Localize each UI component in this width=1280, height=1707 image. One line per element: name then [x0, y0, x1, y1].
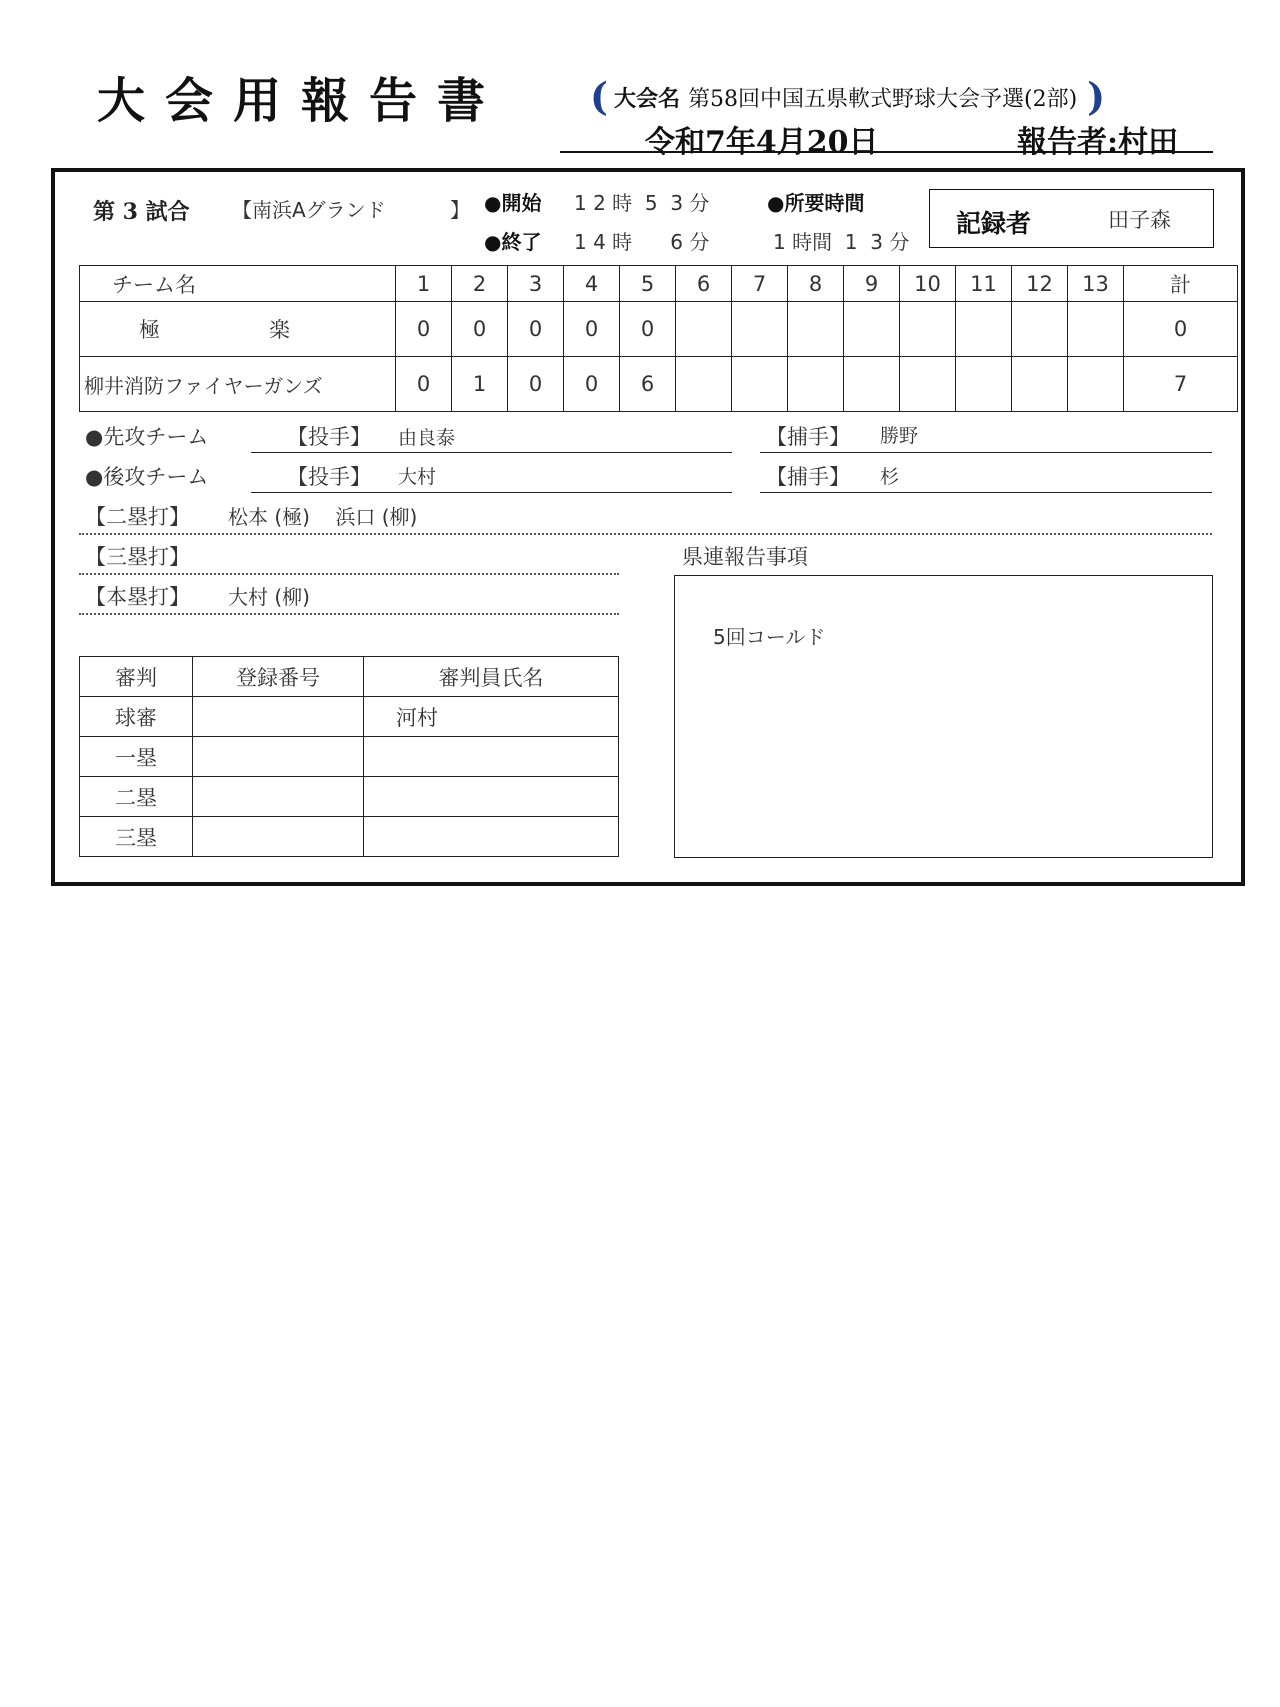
score-cell: 0 — [564, 302, 620, 357]
total-cell: 7 — [1124, 357, 1238, 412]
homeruns: 大村 (柳) — [228, 585, 310, 609]
score-cell: 1 — [452, 357, 508, 412]
start-time: 1 2 時 5 3 分 — [574, 191, 710, 215]
document-title: 大会用報告書 — [97, 73, 506, 129]
score-cell — [1068, 302, 1124, 357]
doubles-label: 【二塁打】 — [85, 505, 190, 529]
inning-header: 2 — [452, 266, 508, 302]
recorder-label: 記録者 — [956, 209, 1032, 238]
umpire-name — [364, 817, 619, 857]
inning-header: 8 — [788, 266, 844, 302]
umpire-position: 一塁 — [80, 737, 193, 777]
inning-header: 9 — [844, 266, 900, 302]
close-paren: ) — [1087, 74, 1106, 119]
triples-line — [79, 573, 619, 575]
score-cell — [788, 357, 844, 412]
team-name-part: 楽 — [269, 318, 290, 342]
reporter: 報告者:村田 — [1017, 125, 1179, 160]
umpire-reg-no — [193, 737, 364, 777]
score-cell — [732, 357, 788, 412]
umpire-row — [80, 777, 619, 817]
team-header: チーム名 — [80, 266, 396, 302]
homeruns-label: 【本塁打】 — [85, 585, 190, 609]
umpire-row — [80, 697, 619, 737]
umpire-name — [364, 777, 619, 817]
score-cell — [732, 302, 788, 357]
umpire-reg-no — [193, 777, 364, 817]
inning-header: 6 — [676, 266, 732, 302]
second-pitcher: 大村 — [398, 466, 437, 488]
score-cell: 6 — [620, 357, 676, 412]
team-name-part: 極 — [139, 318, 160, 342]
score-table — [79, 265, 1238, 412]
catcher-label: 【捕手】 — [766, 465, 850, 489]
tournament-label: 大会名 — [613, 86, 680, 112]
score-cell: 0 — [620, 302, 676, 357]
score-header-row — [80, 266, 1238, 302]
score-cell — [844, 302, 900, 357]
umpire-position: 二塁 — [80, 777, 193, 817]
report-date: 令和7年4月20日 — [645, 125, 879, 160]
umpire-reg-no — [193, 817, 364, 857]
score-cell — [956, 357, 1012, 412]
umpire-table — [79, 656, 619, 857]
score-cell — [956, 302, 1012, 357]
second-catcher: 杉 — [880, 466, 900, 488]
tournament-name: 第58回中国五県軟式野球大会予選(2部) — [688, 87, 1078, 112]
doubles-line — [79, 533, 1212, 535]
second-team-label: ●後攻チーム — [85, 465, 209, 489]
inning-header: 13 — [1068, 266, 1124, 302]
team-row — [80, 357, 1238, 412]
score-cell — [676, 302, 732, 357]
score-cell — [844, 357, 900, 412]
umpire-header: 審判 — [80, 657, 193, 697]
score-cell — [1012, 302, 1068, 357]
inning-header: 7 — [732, 266, 788, 302]
triples-label: 【三塁打】 — [85, 545, 190, 569]
catcher-label: 【捕手】 — [766, 425, 850, 449]
duration: 1 時間 1 3 分 — [773, 230, 910, 254]
score-cell: 0 — [396, 357, 452, 412]
venue: 【南浜Aグランド — [232, 198, 386, 222]
inning-header: 12 — [1012, 266, 1068, 302]
notes-box — [674, 575, 1213, 858]
match-number: 第 3 試合 — [93, 199, 190, 225]
end-label: ●終了 — [484, 230, 542, 254]
start-label: ●開始 — [484, 191, 542, 215]
umpire-header: 審判員氏名 — [364, 657, 619, 697]
homeruns-line — [79, 613, 619, 615]
umpire-reg-no — [193, 697, 364, 737]
total-header: 計 — [1124, 266, 1238, 302]
second-pitcher-line — [251, 492, 732, 493]
open-paren: ( — [590, 74, 608, 119]
inning-header: 1 — [396, 266, 452, 302]
notes-label: 県連報告事項 — [682, 545, 808, 569]
inning-header: 5 — [620, 266, 676, 302]
score-cell — [788, 302, 844, 357]
pitcher-label: 【投手】 — [287, 465, 371, 489]
recorder-name: 田子森 — [1108, 208, 1171, 232]
score-cell: 0 — [396, 302, 452, 357]
inning-header: 3 — [508, 266, 564, 302]
inning-header: 11 — [956, 266, 1012, 302]
pitcher-label: 【投手】 — [287, 425, 371, 449]
score-cell: 0 — [452, 302, 508, 357]
team-row — [80, 302, 1238, 357]
team-name — [80, 302, 396, 357]
tournament-info — [590, 70, 1106, 119]
umpire-row — [80, 817, 619, 857]
umpire-header: 登録番号 — [193, 657, 364, 697]
second-catcher-line — [760, 492, 1212, 493]
inning-header: 10 — [900, 266, 956, 302]
first-pitcher-line — [251, 452, 732, 453]
venue-close: 】 — [450, 198, 470, 222]
first-catcher: 勝野 — [880, 425, 919, 447]
score-cell — [676, 357, 732, 412]
score-cell: 0 — [508, 357, 564, 412]
inning-header: 4 — [564, 266, 620, 302]
first-pitcher: 由良泰 — [398, 427, 456, 449]
umpire-position: 三塁 — [80, 817, 193, 857]
end-time: 1 4 時 6 分 — [574, 230, 710, 254]
score-cell: 0 — [564, 357, 620, 412]
notes-text: 5回コールド — [713, 625, 826, 649]
umpire-name — [364, 737, 619, 777]
team-name: 柳井消防ファイヤーガンズ — [80, 357, 396, 412]
umpire-row — [80, 737, 619, 777]
doubles: 松本 (極) 浜口 (柳) — [228, 505, 418, 529]
duration-label: ●所要時間 — [767, 191, 865, 215]
umpire-name: 河村 — [364, 697, 619, 737]
score-cell — [1068, 357, 1124, 412]
umpire-position: 球審 — [80, 697, 193, 737]
first-catcher-line — [760, 452, 1212, 453]
umpire-header-row — [80, 657, 619, 697]
score-cell: 0 — [508, 302, 564, 357]
total-cell: 0 — [1124, 302, 1238, 357]
first-team-label: ●先攻チーム — [85, 425, 209, 449]
score-cell — [1012, 357, 1068, 412]
score-cell — [900, 357, 956, 412]
score-cell — [900, 302, 956, 357]
